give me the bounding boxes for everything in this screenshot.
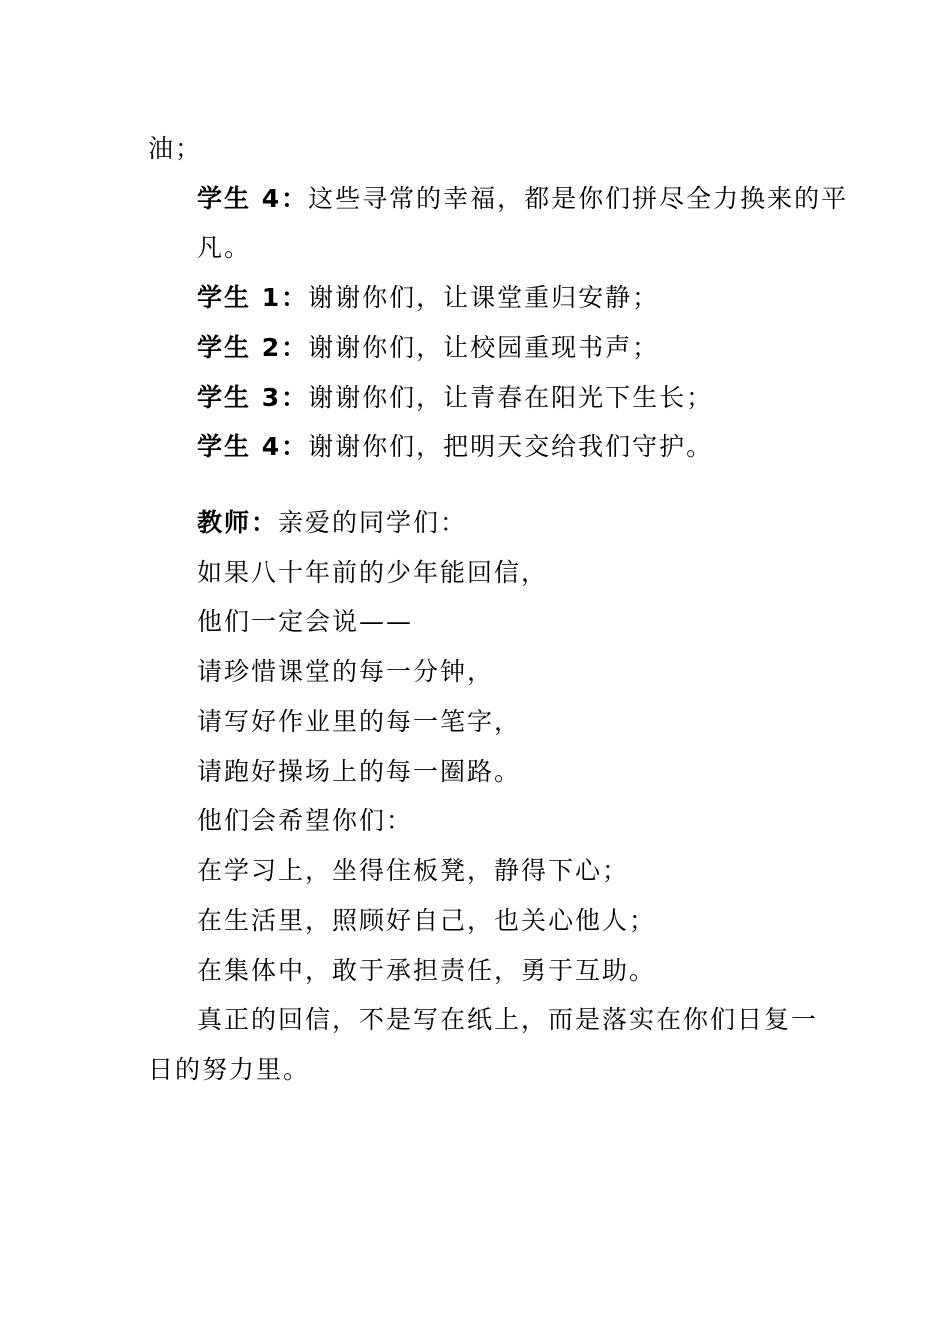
line-text: 这些寻常的幸福，都是你们拼尽全力换来的平 xyxy=(308,184,849,213)
text-line xyxy=(197,904,656,938)
line-text: 在生活里，照顾好自己，也关心他人； xyxy=(197,906,657,935)
line-text: 谢谢你们，把明天交给我们守护。 xyxy=(308,432,714,461)
line-text: 他们一定会说—— xyxy=(197,607,414,636)
text-line xyxy=(148,132,202,166)
text-line xyxy=(197,1003,818,1037)
dialogue-line xyxy=(197,430,713,464)
dialogue-line xyxy=(197,506,467,540)
text-line xyxy=(148,1053,310,1087)
line-text: 真正的回信，不是写在纸上，而是落实在你们日复一 xyxy=(197,1005,819,1034)
line-text: 谢谢你们，让校园重现书声； xyxy=(308,333,660,362)
text-line xyxy=(197,954,656,988)
line-text: 在集体中，敢于承担责任，勇于互助。 xyxy=(197,956,657,985)
speaker-label: 学生 3： xyxy=(197,383,309,412)
line-text: 谢谢你们，让课堂重归安静； xyxy=(308,283,660,312)
speaker-label: 学生 4： xyxy=(197,432,309,461)
text-line xyxy=(197,605,413,639)
text-line xyxy=(197,854,629,888)
text-line xyxy=(197,231,251,265)
text-line xyxy=(197,556,548,590)
speaker-label: 学生 1： xyxy=(197,283,309,312)
dialogue-line xyxy=(197,281,659,315)
line-text: 凡。 xyxy=(197,233,252,262)
text-line xyxy=(197,804,413,838)
line-text: 请珍惜课堂的每一分钟， xyxy=(197,657,495,686)
dialogue-line xyxy=(197,182,848,216)
line-text: 日的努力里。 xyxy=(148,1055,311,1084)
speaker-label: 教师： xyxy=(197,508,279,537)
dialogue-line xyxy=(197,331,659,365)
text-line xyxy=(197,655,494,689)
line-text: 他们会希望你们： xyxy=(197,806,414,835)
line-text: 亲爱的同学们： xyxy=(278,508,468,537)
speaker-label: 学生 2： xyxy=(197,333,309,362)
line-text: 请跑好操场上的每一圈路。 xyxy=(197,757,522,786)
text-line xyxy=(197,705,521,739)
text-line xyxy=(197,755,521,789)
line-text: 在学习上，坐得住板凳，静得下心； xyxy=(197,856,630,885)
line-text: 油； xyxy=(148,134,203,163)
line-text: 谢谢你们，让青春在阳光下生长； xyxy=(308,383,714,412)
dialogue-line xyxy=(197,381,713,415)
line-text: 请写好作业里的每一笔字， xyxy=(197,707,522,736)
speaker-label: 学生 4： xyxy=(197,184,309,213)
line-text: 如果八十年前的少年能回信， xyxy=(197,558,549,587)
